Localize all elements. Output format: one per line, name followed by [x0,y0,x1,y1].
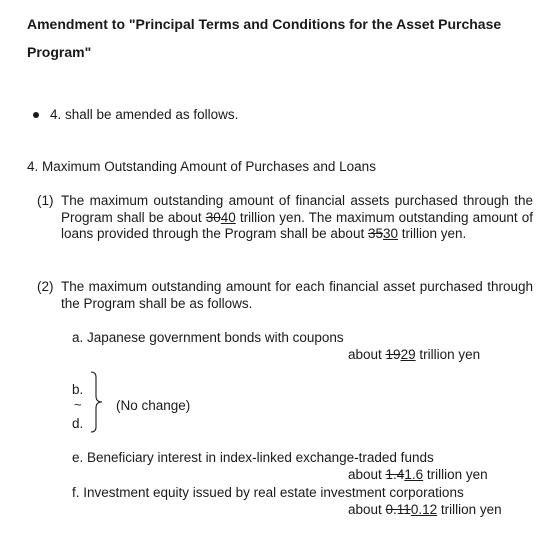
no-change-note: (No change) [116,398,191,413]
item-e-label: e. Beneficiary interest in index-linked exchange-traded funds [72,450,434,465]
item-a-label: a. Japanese government bonds with coupons [72,330,344,345]
item1-old-loans: 35 [367,226,383,242]
bullet-icon [33,112,39,118]
item1-text-a: The maximum outstanding amount of financial assets purchased through the Program shall be about [61,193,533,225]
item-f-amount: about 0.110.12 trillion yen [348,502,502,517]
item2-marker: (2) [37,279,54,294]
item1-text-c: trillion yen. [398,226,467,242]
item1-old-assets: 30 [205,209,221,225]
item-e-amount: about 1.41.6 trillion yen [348,467,488,482]
item1-new-loans: 30 [382,226,399,242]
item-f-old-value: 0.11 [385,502,411,517]
item-d-label: d. [72,416,84,431]
item-a-new-value: 29 [400,347,416,362]
item1-new-assets: 40 [220,209,236,225]
item-e-new-value: 1.6 [404,467,424,482]
bullet-text: 4. shall be amended as follows. [50,107,239,122]
item-a-old-value: 19 [385,347,401,362]
document-title-line2: Program" [27,44,92,60]
item1-paragraph [61,193,533,243]
item1-marker: (1) [37,193,54,208]
section-heading: 4. Maximum Outstanding Amount of Purchases and Loans [27,159,376,174]
item1-text-b: trillion yen. The maximum outstanding amount of loans provided through the Program shall be about [61,209,533,242]
curly-brace-icon [88,370,104,434]
document-title-line1: Amendment to "Principal Terms and Conditions for the Asset Purchase [27,16,502,32]
item-f-new-value: 0.12 [410,502,438,517]
item-e-old-value: 1.4 [385,467,405,482]
item-f-label: f. Investment equity issued by real estate investment corporations [72,485,464,500]
range-tilde: ~ [74,397,82,412]
item-b-label: b. [72,382,84,397]
item-a-amount: about 1929 trillion yen [348,347,481,362]
item2-paragraph: The maximum outstanding amount for each financial asset purchased through the Program shall be as follows. [61,279,533,311]
